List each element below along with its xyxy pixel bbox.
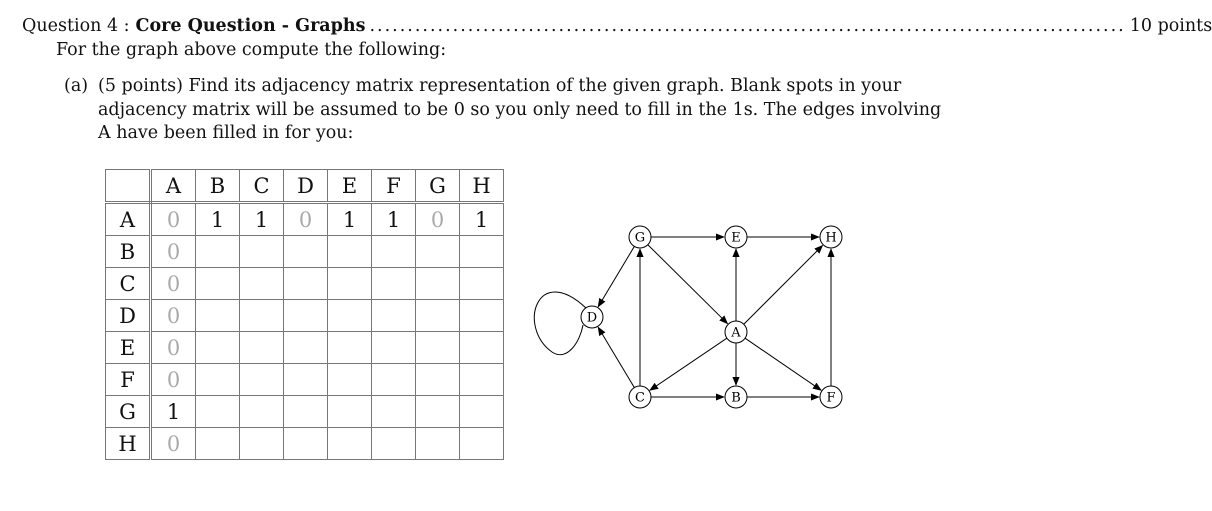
graph-node-b [725, 386, 747, 408]
matrix-cell[interactable] [284, 236, 328, 268]
matrix-column-header: H [460, 170, 504, 203]
matrix-cell[interactable]: 0 [151, 203, 196, 236]
matrix-cell[interactable] [416, 364, 460, 396]
part-a-line: (5 points) Find its adjacency matrix representation of the given graph. Blank spots in your [98, 76, 902, 96]
matrix-cell[interactable] [240, 396, 284, 428]
matrix-column-header: A [151, 170, 196, 203]
matrix-cell[interactable] [460, 364, 504, 396]
graph-node-label: E [731, 230, 741, 246]
matrix-row-header: E [106, 332, 151, 364]
matrix-cell[interactable]: 0 [151, 236, 196, 268]
graph-edge-g-a [648, 245, 728, 324]
matrix-column-header: F [372, 170, 416, 203]
matrix-row-header: D [106, 300, 151, 332]
part-a-line: A have been filled in for you: [98, 123, 354, 143]
graph-node-label: C [635, 390, 645, 406]
matrix-cell[interactable] [240, 268, 284, 300]
graph-edge-self-loop [534, 292, 586, 355]
matrix-cell[interactable] [372, 396, 416, 428]
matrix-cell[interactable] [460, 268, 504, 300]
matrix-cell[interactable] [372, 300, 416, 332]
part-a-paragraph [64, 75, 942, 146]
matrix-cell[interactable] [328, 300, 372, 332]
matrix-row [106, 428, 504, 460]
matrix-cell[interactable] [328, 364, 372, 396]
matrix-row [106, 300, 504, 332]
part-a-label: (a) [64, 76, 89, 96]
graph-node-c [629, 386, 651, 408]
matrix-row [106, 396, 504, 428]
matrix-cell[interactable] [284, 364, 328, 396]
matrix-cell[interactable] [240, 364, 284, 396]
matrix-cell[interactable] [196, 332, 240, 364]
matrix-cell[interactable] [372, 364, 416, 396]
matrix-cell[interactable]: 1 [460, 203, 504, 236]
matrix-cell[interactable] [372, 236, 416, 268]
matrix-cell[interactable] [196, 396, 240, 428]
matrix-cell[interactable] [284, 268, 328, 300]
matrix-cell[interactable] [240, 300, 284, 332]
matrix-cell[interactable]: 0 [151, 428, 196, 460]
matrix-row-header: F [106, 364, 151, 396]
intro-text: For the graph above compute the following: [56, 40, 447, 60]
leader-dots: .................................................................................................... [369, 16, 1126, 36]
matrix-row [106, 203, 504, 236]
matrix-cell[interactable] [196, 300, 240, 332]
matrix-cell[interactable] [416, 300, 460, 332]
matrix-cell[interactable] [196, 236, 240, 268]
matrix-cell[interactable] [416, 396, 460, 428]
matrix-row-header: A [106, 203, 151, 236]
matrix-cell[interactable] [372, 428, 416, 460]
matrix-cell[interactable] [328, 428, 372, 460]
graph-node-label: B [731, 390, 741, 406]
matrix-cell[interactable] [284, 300, 328, 332]
graph-edge-a-c [650, 338, 727, 390]
matrix-cell[interactable] [240, 236, 284, 268]
matrix-cell[interactable] [416, 236, 460, 268]
matrix-cell[interactable] [372, 268, 416, 300]
matrix-column-header: E [328, 170, 372, 203]
part-a-line: adjacency matrix will be assumed to be 0 so you only need to fill in the 1s. The edges involving [98, 99, 942, 120]
graph-node-label: F [826, 390, 836, 406]
matrix-cell[interactable] [460, 332, 504, 364]
matrix-cell[interactable] [328, 396, 372, 428]
matrix-cell[interactable] [196, 364, 240, 396]
matrix-cell[interactable] [240, 428, 284, 460]
question-label: Question 4 : [22, 16, 130, 36]
matrix-cell[interactable] [328, 332, 372, 364]
matrix-cell[interactable] [460, 396, 504, 428]
matrix-cell[interactable] [416, 268, 460, 300]
matrix-cell[interactable] [416, 332, 460, 364]
graph-edge-g-d [598, 246, 634, 306]
matrix-cell[interactable] [460, 428, 504, 460]
matrix-row-header: H [106, 428, 151, 460]
matrix-cell[interactable] [460, 236, 504, 268]
graph-node-h [820, 226, 842, 248]
matrix-column-header: G [416, 170, 460, 203]
matrix-cell[interactable]: 0 [151, 268, 196, 300]
graph-node-label: D [586, 310, 598, 326]
matrix-row [106, 364, 504, 396]
question-title: Core Question - Graphs [135, 16, 366, 36]
matrix-cell[interactable]: 1 [196, 203, 240, 236]
matrix-cell[interactable]: 1 [151, 396, 196, 428]
matrix-cell[interactable] [196, 428, 240, 460]
matrix-cell[interactable] [284, 332, 328, 364]
matrix-cell[interactable] [284, 428, 328, 460]
graph-node-label: H [825, 230, 837, 246]
question-header [22, 16, 1212, 36]
matrix-column-header: D [284, 170, 328, 203]
matrix-cell[interactable]: 0 [151, 300, 196, 332]
matrix-cell[interactable] [196, 268, 240, 300]
matrix-cell[interactable]: 1 [240, 203, 284, 236]
matrix-row [106, 332, 504, 364]
matrix-cell[interactable]: 0 [151, 364, 196, 396]
matrix-cell[interactable]: 0 [284, 203, 328, 236]
graph-edge-a-h [744, 245, 823, 324]
matrix-row [106, 236, 504, 268]
matrix-cell[interactable] [416, 428, 460, 460]
directed-graph [540, 215, 860, 415]
graph-node-a [725, 321, 747, 343]
graph-node-e [725, 226, 747, 248]
matrix-cell[interactable] [328, 268, 372, 300]
matrix-row-header: G [106, 396, 151, 428]
question-points: 10 points [1129, 16, 1212, 36]
graph-node-label: A [731, 325, 741, 341]
graph-node-label: G [634, 230, 646, 246]
matrix-corner-cell [106, 170, 151, 203]
graph-node-f [820, 386, 842, 408]
matrix-cell[interactable] [240, 332, 284, 364]
matrix-cell[interactable]: 1 [328, 203, 372, 236]
graph-node-g [629, 226, 651, 248]
matrix-cell[interactable]: 0 [151, 332, 196, 364]
matrix-header-row [106, 170, 504, 203]
graph-edge-a-f [745, 338, 821, 390]
matrix-cell[interactable] [284, 396, 328, 428]
matrix-cell[interactable] [460, 300, 504, 332]
matrix-cell[interactable]: 1 [372, 203, 416, 236]
graph-edge-c-d [598, 327, 634, 387]
matrix-cell[interactable] [372, 332, 416, 364]
adjacency-matrix [105, 169, 504, 460]
matrix-row [106, 268, 504, 300]
graph-node-d [581, 306, 603, 328]
matrix-row-header: B [106, 236, 151, 268]
matrix-column-header: C [240, 170, 284, 203]
matrix-column-header: B [196, 170, 240, 203]
matrix-row-header: C [106, 268, 151, 300]
matrix-cell[interactable] [328, 236, 372, 268]
matrix-cell[interactable]: 0 [416, 203, 460, 236]
